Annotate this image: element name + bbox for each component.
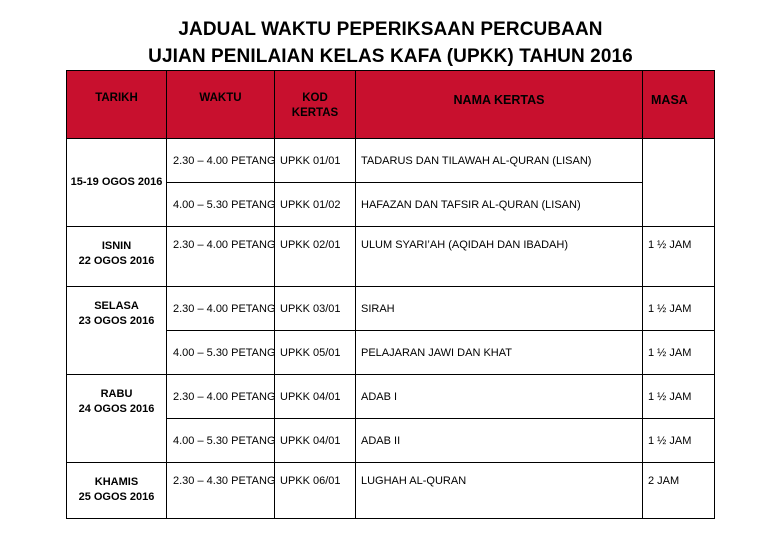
masa-cell: 1 ½ JAM [643,331,715,375]
date-line1: ISNIN [101,240,132,252]
table-header-row [67,71,715,139]
kod-cell: UPKK 01/02 [275,183,356,227]
nama-cell: ULUM SYARI’AH (AQIDAH DAN IBADAH) [356,227,643,287]
nama-cell: PELAJARAN JAWI DAN KHAT [356,331,643,375]
waktu-cell: 2.30 – 4.00 PETANG [167,375,275,419]
masa-cell: 1 ½ JAM [643,375,715,419]
masa-cell: 2 JAM [643,463,715,519]
date-cell [67,227,167,287]
date-line1: RABU [100,388,133,400]
date-cell [67,463,167,519]
masa-cell: 1 ½ JAM [643,287,715,331]
waktu-cell: 4.00 – 5.30 PETANG [167,183,275,227]
masa-cell: 1 ½ JAM [643,227,715,287]
kod-cell: UPKK 04/01 [275,419,356,463]
header-kod-kertas [275,71,356,139]
table-row [67,375,715,419]
table-row [67,227,715,287]
exam-schedule-table [66,70,715,519]
waktu-cell: 4.00 – 5.30 PETANG [167,331,275,375]
kod-cell: UPKK 06/01 [275,463,356,519]
nama-cell: TADARUS DAN TILAWAH AL-QURAN (LISAN) [356,139,643,183]
header-nama-kertas: NAMA KERTAS [356,71,643,139]
date-cell [67,375,167,463]
date-cell [67,139,167,227]
kod-cell: UPKK 02/01 [275,227,356,287]
date-cell [67,287,167,375]
table-row [67,139,715,183]
masa-cell [643,139,715,227]
waktu-cell: 2.30 – 4.30 PETANG [167,463,275,519]
date-line2: 24 OGOS 2016 [78,403,155,415]
waktu-cell: 2.30 – 4.00 PETANG [167,227,275,287]
nama-cell: SIRAH [356,287,643,331]
date-line2: 25 OGOS 2016 [78,491,155,503]
document-title-line1: JADUAL WAKTU PEPERIKSAAN PERCUBAAN [178,19,603,40]
date-line2: 23 OGOS 2016 [78,315,155,327]
kod-cell: UPKK 04/01 [275,375,356,419]
kod-cell: UPKK 03/01 [275,287,356,331]
header-kod-line1: KOD [302,92,328,104]
waktu-cell: 4.00 – 5.30 PETANG [167,419,275,463]
waktu-cell: 2.30 – 4.00 PETANG [167,139,275,183]
document-title-line2: UJIAN PENILAIAN KELAS KAFA (UPKK) TAHUN 2016 [148,46,633,67]
table-row [67,463,715,519]
header-tarikh: TARIKH [67,71,167,139]
header-waktu: WAKTU [167,71,275,139]
kod-cell: UPKK 05/01 [275,331,356,375]
nama-cell: ADAB II [356,419,643,463]
date-line1: KHAMIS [94,476,139,488]
table-row [67,287,715,331]
waktu-cell: 2.30 – 4.00 PETANG [167,287,275,331]
header-kod-line2: KERTAS [291,107,339,119]
date-line1: 15-19 OGOS 2016 [70,176,163,188]
nama-cell: HAFAZAN DAN TAFSIR AL-QURAN (LISAN) [356,183,643,227]
date-line1: SELASA [94,300,139,312]
date-line2: 22 OGOS 2016 [78,255,155,267]
nama-cell: ADAB I [356,375,643,419]
kod-cell: UPKK 01/01 [275,139,356,183]
header-masa: MASA [643,71,715,139]
nama-cell: LUGHAH AL-QURAN [356,463,643,519]
masa-cell: 1 ½ JAM [643,419,715,463]
